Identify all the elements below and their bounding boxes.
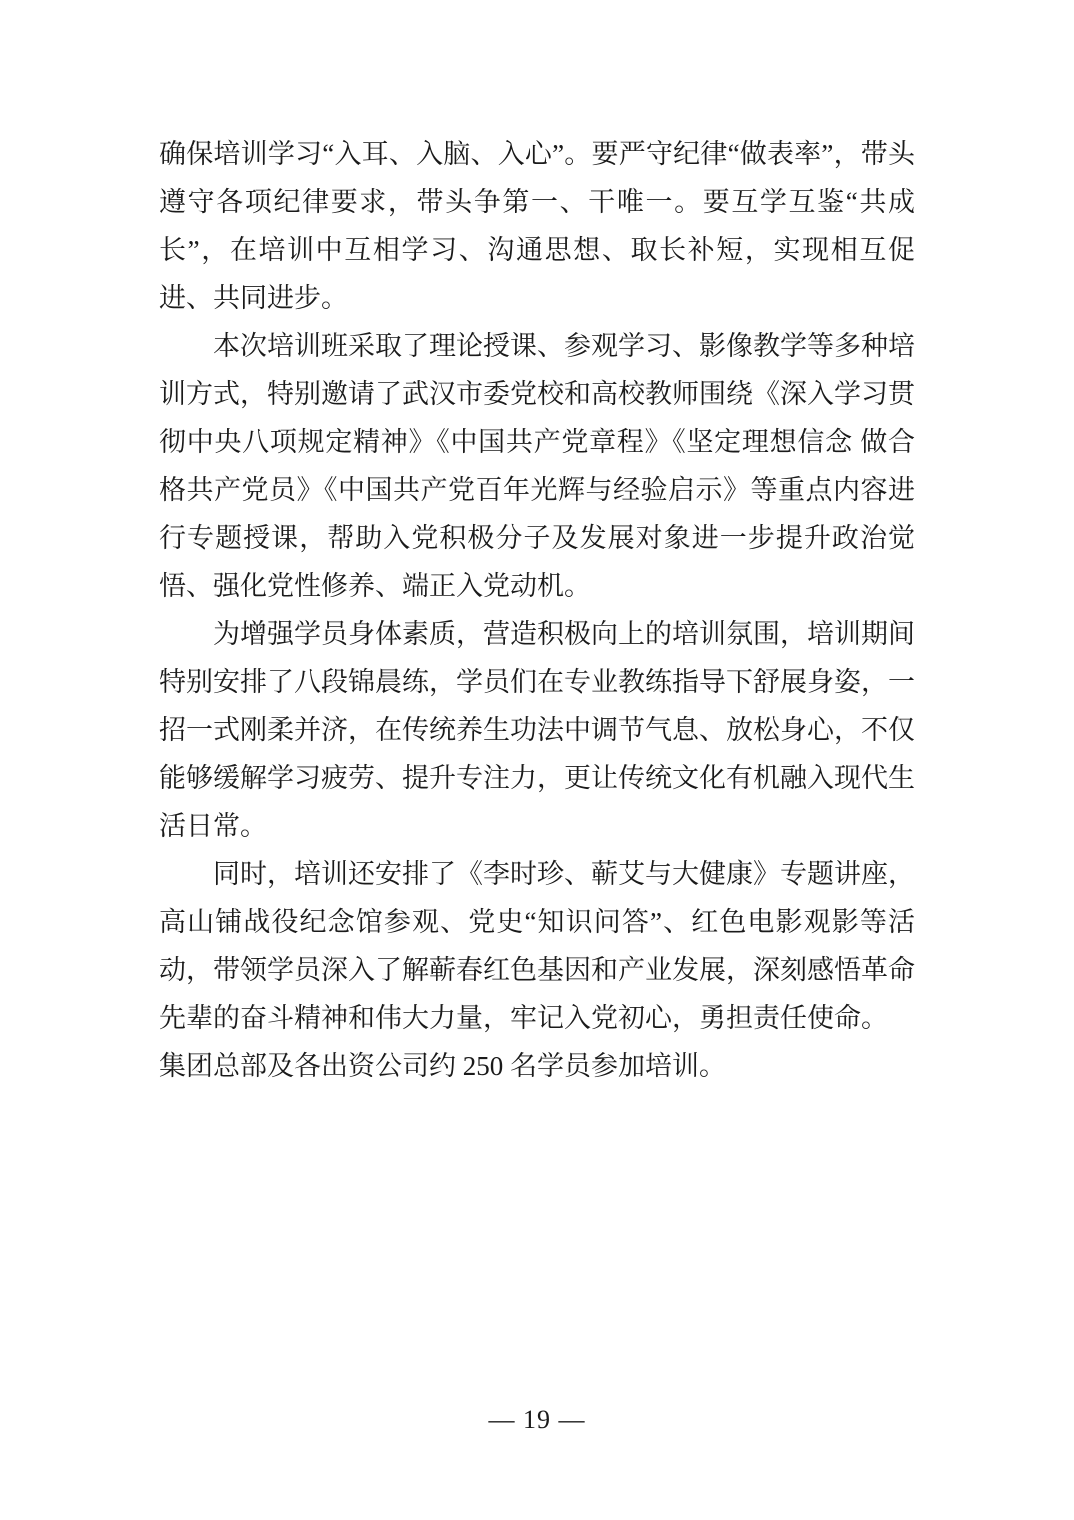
body-text (159, 130, 915, 1090)
paragraph: 为增强学员身体素质，营造积极向上的培训氛围，培训期间特别安排了八段锦晨练，学员们在专业教练指导下舒展身姿，一招一式刚柔并济，在传统养生功法中调节气息、放松身心，不仅能够缓解学习疲劳、提升专注力，更让传统文化有机融入现代生活日常。 (159, 619, 915, 841)
page-number: — 19 — (488, 1405, 586, 1434)
paragraph: 确保培训学习“入耳、入脑、入心”。要严守纪律“做表率”，带头遵守各项纪律要求，带头争第一、干唯一。要互学互鉴“共成长”，在培训中互相学习、沟通思想、取长补短，实现相互促进、共同进步。 (159, 139, 915, 313)
paragraph: 同时，培训还安排了《李时珍、蕲艾与大健康》专题讲座，高山铺战役纪念馆参观、党史“知识问答”、红色电影观影等活动，带领学员深入了解蕲春红色基因和产业发展，深刻感悟革命先辈的奋斗精神和伟大力量，牢记入党初心，勇担责任使命。 (159, 859, 915, 1033)
paragraph: 本次培训班采取了理论授课、参观学习、影像教学等多种培训方式，特别邀请了武汉市委党校和高校教师围绕《深入学习贯彻中央八项规定精神》《中国共产党章程》《坚定理想信念 做合格共产党员》《中国共产党百年光辉与经验启示》等重点内容进行专题授课，帮助入党积极分子及发展对象进一步提升政治觉悟、强化党性修养、端正入党动机。 (159, 331, 915, 601)
paragraph: 集团总部及各出资公司约 250 名学员参加培训。 (159, 1051, 726, 1081)
